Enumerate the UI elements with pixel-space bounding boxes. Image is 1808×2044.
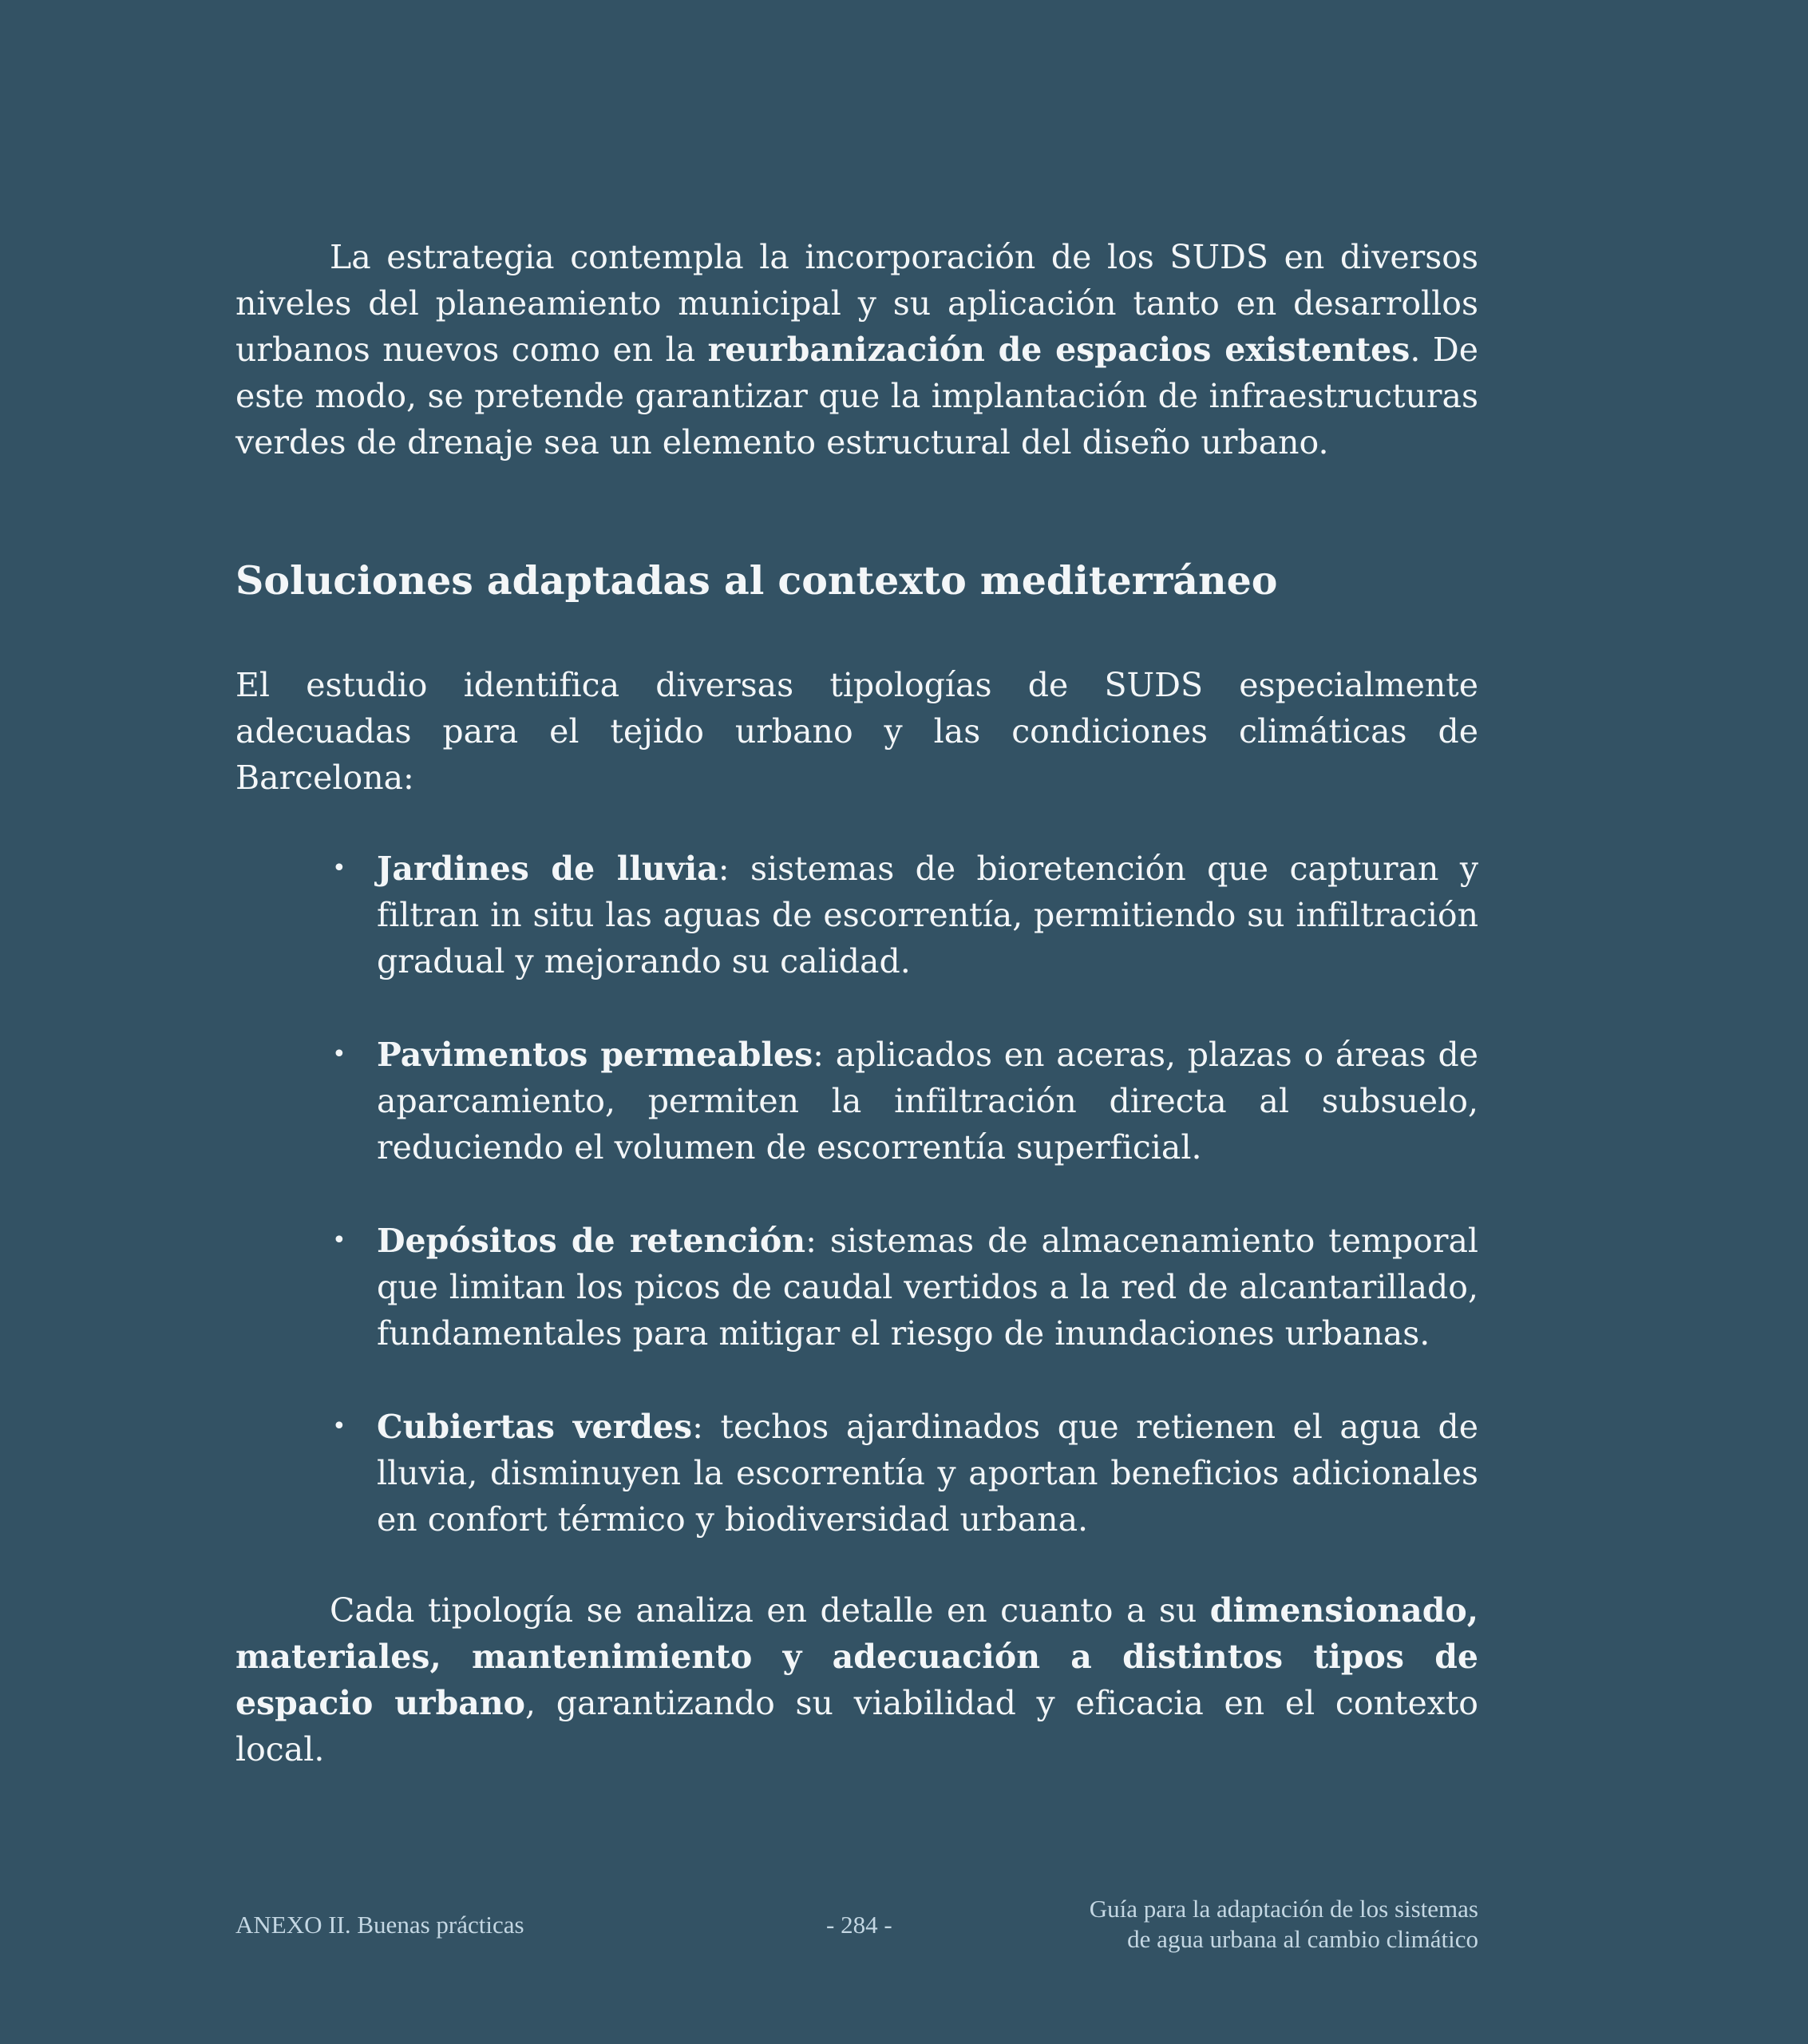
intro-text-end: . De este modo, se pretende garantizar que la implantación de infraestructuras verdes de drenaje sea un elemento estructural del diseño urbano.: [235, 331, 1478, 461]
footer-title-line-2: de agua urbana al cambio climático: [1127, 1925, 1478, 1953]
list-item-term: Cubiertas verdes: [377, 1408, 693, 1446]
page-number: - 284 -: [826, 1911, 892, 1939]
list-item-text: : sistemas de bioretención que capturan y filtran in situ las aguas de escorrentía, permitiendo su infiltración gradual y mejorando su calidad.: [377, 850, 1478, 980]
closing-paragraph: [235, 1587, 1478, 1773]
footer-section-label: ANEXO II. Buenas prácticas: [235, 1911, 524, 1939]
list-item-term: Jardines de lluvia: [377, 850, 718, 888]
footer-title-line-1: Guía para la adaptación de los sistemas: [1089, 1895, 1478, 1923]
list-item-text: : techos ajardinados que retienen el agua de lluvia, disminuyen la escorrentía y aportan beneficios adicionales en confort térmico y biodiversidad urbana.: [377, 1408, 1479, 1539]
section-heading: Soluciones adaptadas al contexto mediterráneo: [235, 557, 1278, 604]
typologies-list: [235, 846, 1478, 1543]
list-item: [332, 1218, 1478, 1357]
closing-text-start: Cada tipología se analiza en detalle en cuanto a su: [330, 1591, 1210, 1630]
bullet-icon: •: [332, 1040, 346, 1068]
bullet-icon: •: [332, 1412, 346, 1440]
bullet-icon: •: [332, 1226, 346, 1254]
intro-text-start: La estrategia contempla la incorporación de los SUDS en diversos niveles del planeamiento municipal y su aplicación tanto en desarrollos urbanos nuevos como en la: [235, 238, 1478, 369]
intro-paragraph: [235, 234, 1478, 465]
list-item-text: : sistemas de almacenamiento temporal que limitan los picos de caudal vertidos a la red de alcantarillado, fundamentales para mitigar el riesgo de inundaciones urbanas.: [377, 1222, 1478, 1353]
list-item: [332, 1032, 1478, 1171]
list-item-text: : aplicados en aceras, plazas o áreas de aparcamiento, permiten la infiltración directa al subsuelo, reduciendo el volumen de escorrentía superficial.: [377, 1036, 1478, 1167]
closing-bold-phrase: dimensionado, materiales, mantenimiento y adecuación a distintos tipos de espacio urbano: [235, 1591, 1478, 1722]
list-item-term: Pavimentos permeables: [377, 1036, 813, 1074]
footer-document-title: [1090, 1894, 1478, 1955]
bullet-icon: •: [332, 854, 346, 882]
page-body: [235, 234, 1478, 1773]
list-item: [332, 1404, 1479, 1543]
intro-bold-phrase: reurbanización de espacios existentes: [707, 331, 1410, 369]
list-item-term: Depósitos de retención: [377, 1222, 806, 1260]
typologies-intro-paragraph: El estudio identifica diversas tipologías de SUDS especialmente adecuadas para el tejido urbano y las condiciones climáticas de Barcelona:: [235, 666, 1478, 797]
list-item: [332, 846, 1478, 984]
closing-text-end: , garantizando su viabilidad y eficacia en el contexto local.: [235, 1684, 1478, 1769]
